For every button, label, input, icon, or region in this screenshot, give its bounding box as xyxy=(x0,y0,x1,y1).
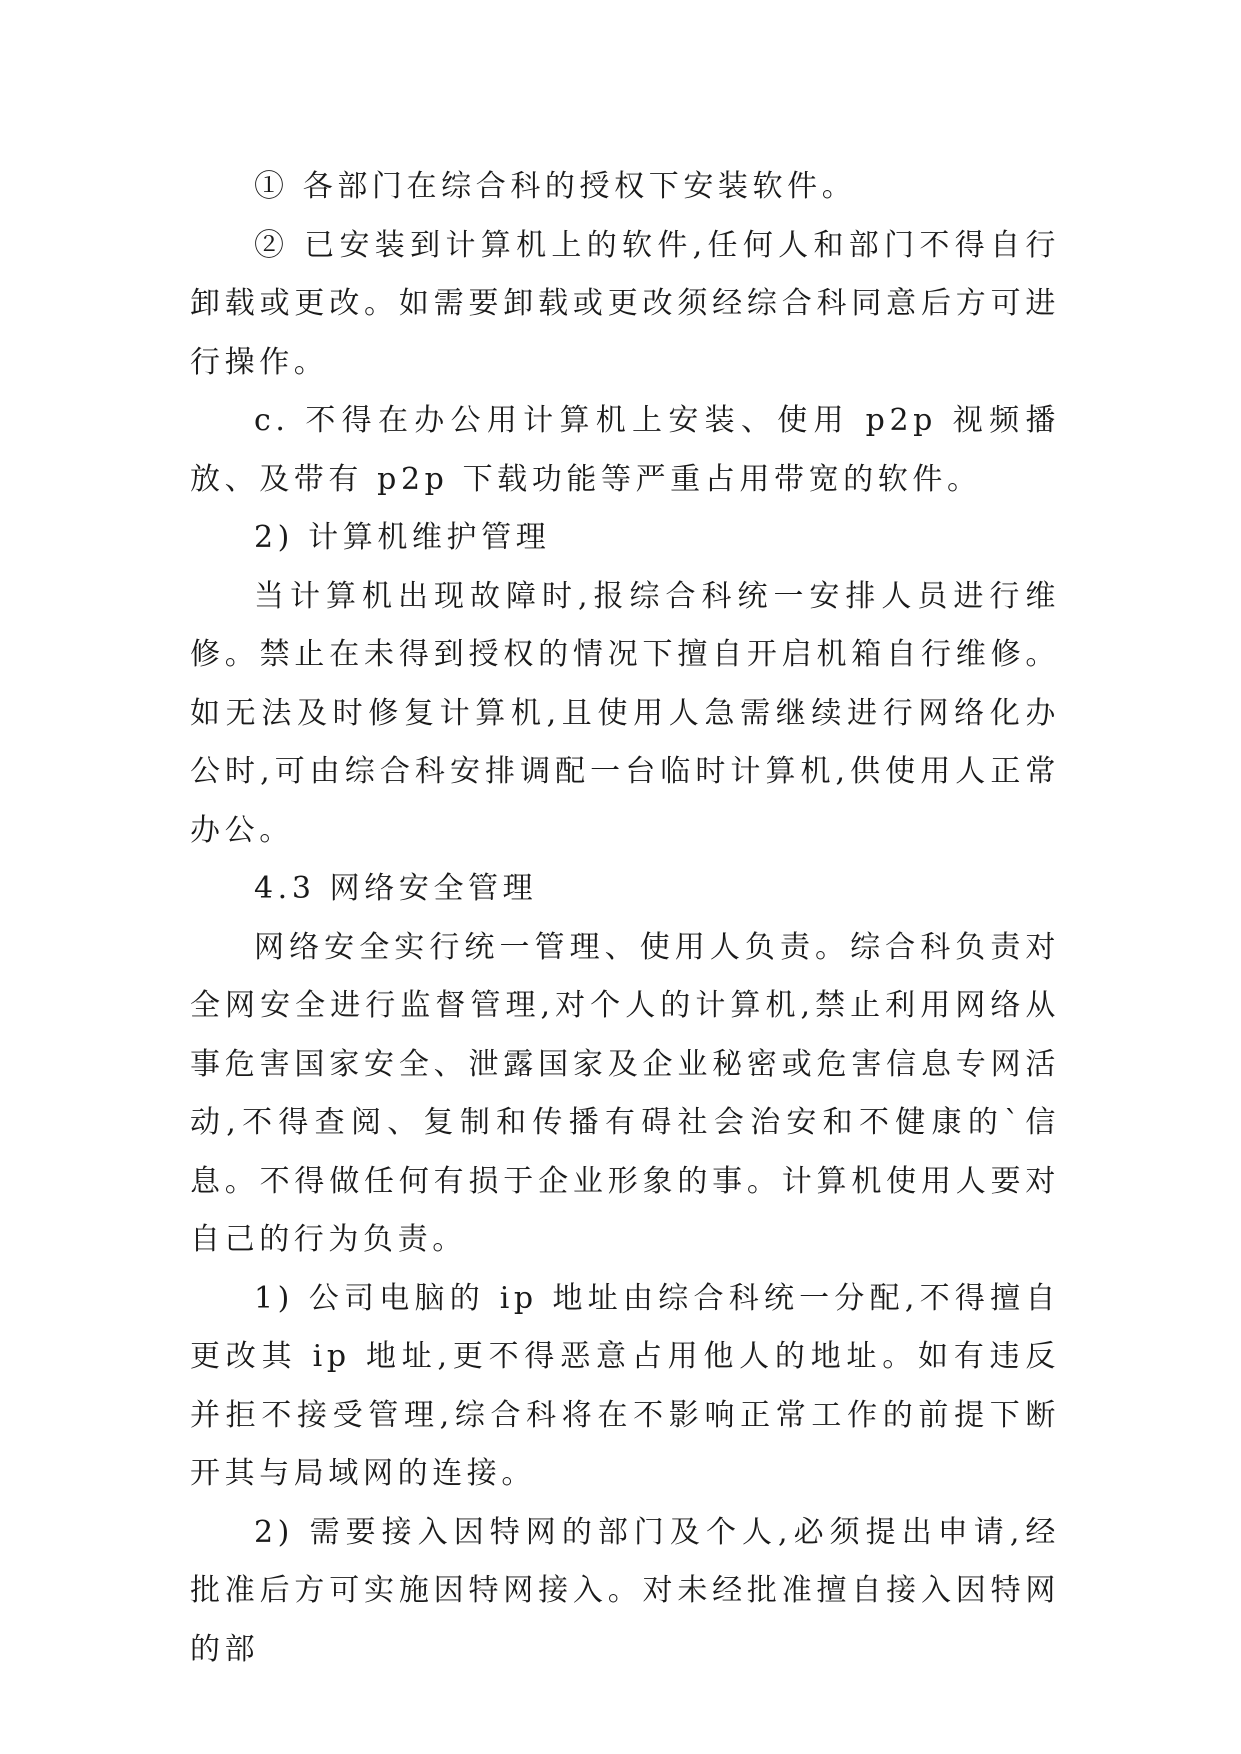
heading-computer-maintenance: 2) 计算机维护管理 xyxy=(254,520,551,555)
document-body xyxy=(190,158,1060,1679)
paragraph-internet-access-rule: 2) 需要接入因特网的部门及个人,必须提出申请,经批准后方可实施因特网接入。对未经批准擅自接入因特网的部 xyxy=(190,1514,1060,1667)
heading-network-security: 4.3 网络安全管理 xyxy=(254,871,538,906)
paragraph-software-uninstall-rule: ② 已安装到计算机上的软件,任何人和部门不得自行卸载或更改。如需要卸载或更改须经综合科同意后方可进行操作。 xyxy=(190,227,1060,380)
paragraph-network-security: 网络安全实行统一管理、使用人负责。综合科负责对全网安全进行监督管理,对个人的计算机,禁止利用网络从事危害国家安全、泄露国家及企业秘密或危害信息专网活动,不得查阅、复制和传播有碍社会治安和不健康的`信息。不得做任何有损于企业形象的事。计算机使用人要对自己的行为负责。 xyxy=(190,929,1060,1257)
paragraph-ip-address-rule: 1) 公司电脑的 ip 地址由综合科统一分配,不得擅自更改其 ip 地址,更不得恶意占用他人的地址。如有违反并拒不接受管理,综合科将在不影响正常工作的前提下断开其与局域网的连接。 xyxy=(190,1280,1060,1491)
paragraph-computer-maintenance: 当计算机出现故障时,报综合科统一安排人员进行维修。禁止在未得到授权的情况下擅自开启机箱自行维修。如无法及时修复计算机,且使用人急需继续进行网络化办公时,可由综合科安排调配一台临时计算机,供使用人正常办公。 xyxy=(190,578,1060,848)
paragraph-software-install-authorization: ① 各部门在综合科的授权下安装软件。 xyxy=(254,169,857,204)
paragraph-p2p-software-ban: c. 不得在办公用计算机上安装、使用 p2p 视频播放、及带有 p2p 下载功能等严重占用带宽的软件。 xyxy=(190,403,1060,497)
